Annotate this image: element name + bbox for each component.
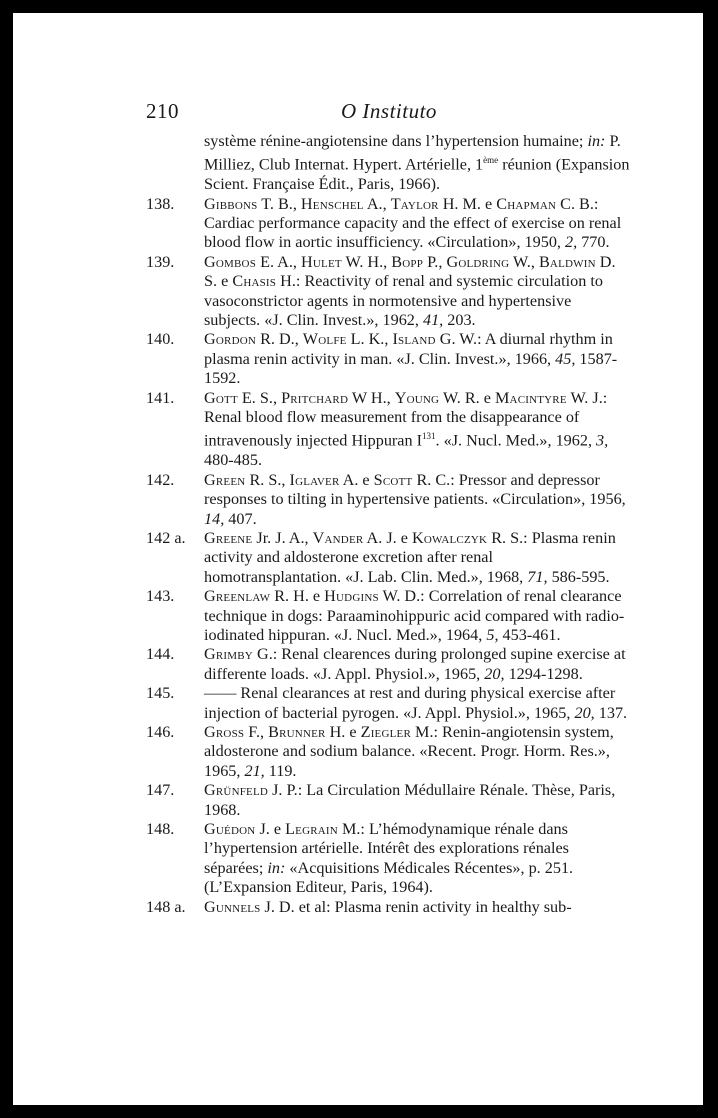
author-initials: T. B., bbox=[257, 194, 301, 213]
author-initials: M.: bbox=[411, 722, 438, 741]
page-number: 210 bbox=[146, 99, 179, 123]
author-initials: E. A., bbox=[256, 252, 301, 271]
volume: 41, bbox=[422, 311, 444, 330]
reference-text: Renal clearances at rest and during physical exercise after injection of bacterial pyrogen. «J. Appl. Physiol.», 1965, bbox=[204, 684, 616, 722]
volume: 21, bbox=[244, 761, 265, 780]
author-surname: Island bbox=[392, 330, 436, 349]
author-initials: R. S., bbox=[245, 470, 290, 489]
author-initials: E. S., bbox=[237, 388, 282, 407]
document-page bbox=[13, 13, 703, 1105]
author-surname: Taylor bbox=[390, 194, 439, 213]
author-surname: Gordon bbox=[204, 330, 257, 349]
author-initials: W. H., bbox=[341, 252, 392, 271]
author-surname: Green bbox=[204, 470, 246, 489]
author-surname: Pritchard bbox=[281, 388, 349, 407]
author-initials: W., bbox=[509, 252, 539, 271]
references bbox=[146, 195, 630, 917]
author-initials: L. K., bbox=[346, 330, 393, 349]
author-initials: C. B.: bbox=[556, 194, 599, 213]
pages: 119. bbox=[264, 761, 297, 780]
reference-entry bbox=[146, 645, 630, 684]
reference-number: 148 a. bbox=[146, 897, 186, 916]
author-surname: Gott bbox=[204, 388, 238, 407]
reference-text: Plasma renin activity in healthy sub- bbox=[330, 897, 572, 916]
volume: 14, bbox=[204, 509, 225, 528]
author-surname: Young bbox=[394, 388, 440, 407]
reference-entry bbox=[146, 253, 630, 331]
reference-entry bbox=[146, 529, 630, 587]
author-initials: W. R. e bbox=[439, 388, 495, 407]
author-surname: Bopp bbox=[391, 252, 424, 271]
reference-number: 140. bbox=[146, 330, 175, 349]
author-surname: Henschel bbox=[300, 194, 364, 213]
author-surname: Gombos bbox=[204, 252, 257, 271]
author-initials: R. S.: bbox=[487, 528, 528, 547]
reference-number: 146. bbox=[146, 722, 175, 741]
author-initials: R. H. e bbox=[270, 587, 325, 606]
author-surname: Guédon bbox=[204, 820, 256, 838]
pages: 480-485. bbox=[204, 451, 262, 470]
reference-text: Renal blood flow measurement from the disappearance of intravenously injected Hippuran I bbox=[204, 408, 580, 450]
reference-text: Reactivity of renal and systemic circulation to vasoconstrictor agents in normotensive and hypertensive subjects. «J. Clin. Invest.», 1962, bbox=[204, 272, 603, 330]
author-initials: —— bbox=[204, 684, 241, 703]
author-initials: A. e bbox=[339, 470, 374, 489]
reference-entry bbox=[146, 389, 630, 471]
pages: 407. bbox=[224, 509, 257, 528]
reference-text: A diurnal rhythm in plasma renin activity in man. «J. Clin. Invest.», 1966, bbox=[204, 330, 613, 368]
reference-text: Correlation of renal clearance technique in dogs: Paraaminohippuric acid compared with radio-iodinated hippuran. «J. Nucl. Med.», 1964, bbox=[204, 587, 625, 644]
reference-text: Renin-angiotensin system, aldosterone and sodium balance. «Recent. Progr. Horm. Res.», 1965, bbox=[204, 722, 614, 780]
author-initials: R. D., bbox=[256, 330, 303, 349]
superscript: 131 bbox=[422, 431, 436, 442]
author-initials: Jr. J. A., bbox=[252, 528, 313, 547]
author-surname: Chapman bbox=[496, 194, 557, 213]
volume: 5, bbox=[486, 625, 499, 644]
reference-entry bbox=[146, 587, 630, 645]
pages: 770. bbox=[577, 233, 610, 252]
pages: 1587-1592. bbox=[204, 349, 618, 388]
reference-number: 141. bbox=[146, 388, 175, 407]
author-surname: Grimby bbox=[204, 645, 253, 664]
reference-number: 142 a. bbox=[146, 528, 186, 547]
reference-text: Renal clearences during prolonged supine exercise at differente loads. «J. Appl. Physiol.», 1965, bbox=[204, 645, 626, 683]
author-surname: Iglaver bbox=[289, 470, 340, 489]
author-surname: Vander bbox=[312, 528, 364, 547]
reference-entry bbox=[146, 820, 630, 898]
reference-entry bbox=[146, 898, 630, 917]
author-initials: D. S. e bbox=[204, 252, 616, 291]
in-label: in: bbox=[267, 858, 286, 877]
author-surname: Hulet bbox=[300, 252, 342, 271]
author-initials: A. J. e bbox=[363, 528, 412, 547]
pages: 586-595. bbox=[547, 567, 610, 586]
author-initials: G.: bbox=[252, 645, 278, 664]
author-surname: Grünfeld bbox=[204, 781, 269, 800]
author-initials: H. M. e bbox=[438, 194, 497, 213]
volume: 71, bbox=[527, 567, 548, 586]
reference-text: Pressor and depressor responses to tilting in hypertensive patients. «Circulation», 1956, bbox=[204, 470, 626, 509]
author-surname: Gross bbox=[204, 722, 245, 741]
author-surname: Gibbons bbox=[204, 194, 258, 213]
reference-entry bbox=[146, 330, 630, 388]
author-initials: W. J.: bbox=[566, 388, 608, 407]
reference-number: 143. bbox=[146, 587, 175, 606]
author-initials: H. e bbox=[325, 722, 361, 741]
pages: 1294-1298. bbox=[504, 664, 583, 683]
author-surname: Legrain bbox=[285, 820, 338, 838]
author-initials: J. e bbox=[255, 820, 286, 838]
volume: 2, bbox=[565, 233, 578, 252]
author-surname: Brunner bbox=[268, 722, 326, 741]
author-surname: Goldring bbox=[446, 252, 510, 271]
volume: 45, bbox=[555, 349, 576, 368]
author-initials: P., bbox=[423, 252, 447, 271]
running-title: O Instituto bbox=[341, 99, 437, 123]
reference-entry bbox=[146, 684, 630, 723]
reference-text: «Acquisitions Médicales Récentes», p. 251. (L’Expansion Editeur, Paris, 1964). bbox=[204, 858, 574, 897]
author-initials: F., bbox=[244, 722, 269, 741]
author-surname: Macintyre bbox=[494, 388, 567, 407]
author-surname: Wolfe bbox=[302, 330, 347, 349]
author-surname: Kowalczyk bbox=[411, 528, 488, 547]
reference-number: 142. bbox=[146, 470, 175, 489]
author-initials: R. C.: bbox=[412, 470, 455, 489]
reference-text: L’hémodynamique rénale dans l’hypertension artérielle. Intérêt des explorations rénales séparées; bbox=[204, 820, 569, 877]
author-surname: Ziegler bbox=[360, 722, 411, 741]
author-surname: Scott bbox=[373, 470, 413, 489]
author-surname: Baldwin bbox=[538, 252, 596, 271]
reference-number: 147. bbox=[146, 781, 175, 800]
reference-number: 144. bbox=[146, 645, 175, 664]
volume: 3, bbox=[596, 431, 609, 450]
reference-entry bbox=[146, 781, 630, 820]
reference-number: 148. bbox=[146, 820, 175, 838]
reference-text: La Circulation Médullaire Rénale. Thèse, Paris, 1968. bbox=[204, 781, 616, 819]
author-initials: G. W.: bbox=[435, 330, 482, 349]
author-surname: Greenlaw bbox=[204, 587, 271, 606]
reference-entry bbox=[146, 723, 630, 781]
reference-text: . «J. Nucl. Med.», 1962, bbox=[435, 431, 597, 450]
author-initials: W. D.: bbox=[378, 587, 425, 606]
reference-list bbox=[146, 132, 630, 917]
pages: 453-461. bbox=[498, 625, 561, 644]
author-initials: A., bbox=[363, 194, 391, 213]
author-surname: Greene bbox=[204, 528, 253, 547]
author-initials: H.: bbox=[276, 272, 301, 291]
volume: 20, bbox=[484, 664, 505, 683]
reference-number: 139. bbox=[146, 252, 175, 271]
author-initials: W H., bbox=[348, 388, 395, 407]
author-initials: M.: bbox=[337, 820, 365, 838]
author-surname: Hudgins bbox=[324, 587, 379, 606]
page-header bbox=[13, 93, 703, 123]
pages: 137. bbox=[594, 703, 628, 722]
reference-text: Cardiac performance capacity and the effect of exercise on renal blood flow in aortic insufficiency. «Circulation», 1950, bbox=[204, 214, 622, 252]
volume: 20, bbox=[574, 703, 595, 722]
reference-entry bbox=[146, 471, 630, 529]
reference-number: 138. bbox=[146, 194, 175, 213]
reference-number: 145. bbox=[146, 684, 175, 703]
reference-entry bbox=[146, 195, 630, 253]
author-surname: Chasis bbox=[232, 272, 277, 291]
reference-text: Plasma renin activity and aldosterone excretion after renal homotransplantation. «J. Lab. Clin. Med.», 1968, bbox=[204, 528, 616, 586]
pages: 203. bbox=[443, 311, 476, 330]
author-initials: J. P.: bbox=[268, 781, 303, 800]
author-surname: Gunnels bbox=[204, 897, 261, 916]
reference-continuation: système rénine-angiotensine dans l’hypertension humaine; in: P. Milliez, Club Internat. Hypert. Artérielle, 1ème réunion (Expansion Scient. Française Édit., Paris, 1966). bbox=[204, 132, 630, 194]
author-initials: J. D. et al: bbox=[260, 897, 331, 916]
